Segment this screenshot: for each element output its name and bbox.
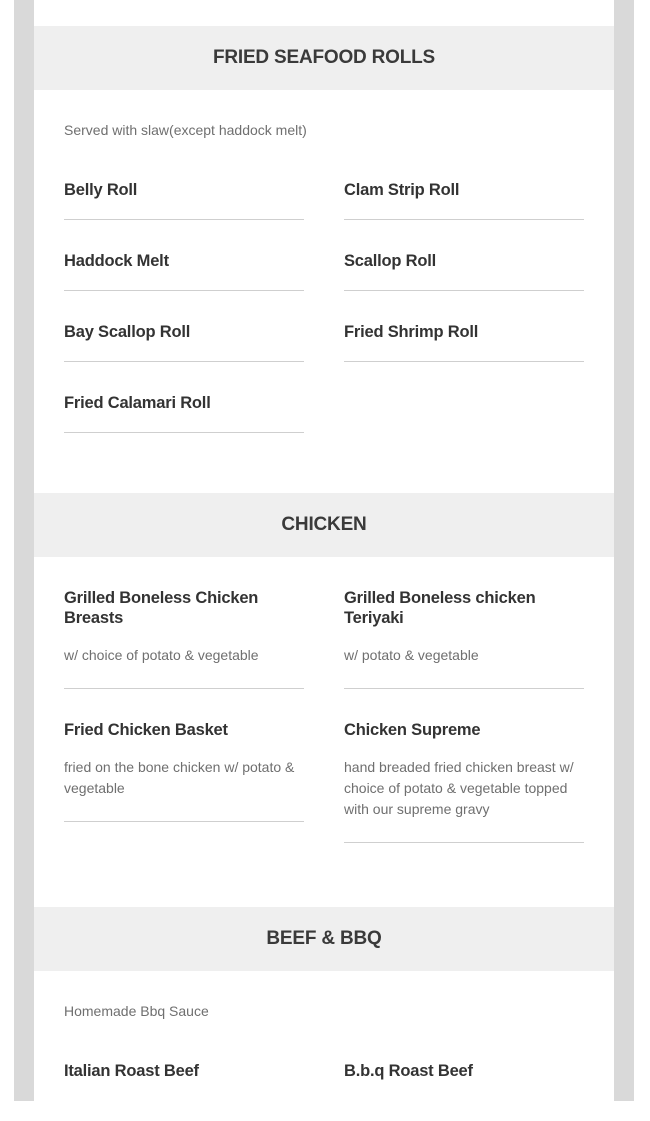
menu-item[interactable] — [64, 1061, 304, 1121]
menu-item-name: Clam Strip Roll — [344, 181, 460, 199]
section-note: Served with slaw(except haddock melt) — [64, 122, 307, 138]
section-note: Homemade Bbq Sauce — [64, 1003, 209, 1019]
menu-item[interactable] — [64, 251, 304, 291]
menu-item-name: Haddock Melt — [64, 252, 169, 270]
menu-item[interactable] — [344, 251, 584, 291]
section-title: CHICKEN — [281, 514, 367, 535]
menu-item[interactable] — [344, 322, 584, 362]
menu-item[interactable] — [344, 180, 584, 220]
menu-item[interactable] — [344, 1061, 584, 1121]
menu-item-name: Chicken Supreme — [344, 721, 481, 739]
section-header-beef-bbq — [34, 907, 614, 971]
menu-item-description: fried on the bone chicken w/ potato & vegetable — [64, 759, 295, 796]
menu-item[interactable] — [64, 180, 304, 220]
menu-item[interactable] — [344, 588, 584, 689]
menu-item-name: Grilled Boneless Chicken Breasts — [64, 589, 259, 627]
menu-item[interactable] — [64, 588, 304, 689]
section-header-fried-seafood-rolls — [34, 26, 614, 90]
section-title: BEEF & BBQ — [266, 928, 382, 949]
menu-item[interactable] — [64, 322, 304, 362]
menu-item-description: w/ potato & vegetable — [344, 647, 479, 663]
menu-item-description: w/ choice of potato & vegetable — [64, 647, 259, 663]
menu-item-name: Belly Roll — [64, 181, 138, 199]
menu-item-name: Fried Calamari Roll — [64, 394, 211, 412]
menu-item-name: Scallop Roll — [344, 252, 437, 270]
menu-item-name: Fried Shrimp Roll — [344, 323, 479, 341]
menu-item[interactable] — [64, 393, 304, 433]
menu-item-name: Fried Chicken Basket — [64, 721, 228, 739]
menu-item-name: Italian Roast Beef — [64, 1062, 199, 1080]
menu-item[interactable] — [344, 720, 584, 843]
menu-item-name: Grilled Boneless chicken Teriyaki — [344, 589, 536, 627]
menu-item-name: Bay Scallop Roll — [64, 323, 191, 341]
section-header-chicken — [34, 493, 614, 557]
menu-item[interactable] — [64, 720, 304, 822]
menu-item-description: hand breaded fried chicken breast w/ choice of potato & vegetable topped with our supreme gravy — [344, 759, 574, 817]
menu-item-name: B.b.q Roast Beef — [344, 1062, 473, 1080]
section-title: FRIED SEAFOOD ROLLS — [212, 47, 436, 68]
